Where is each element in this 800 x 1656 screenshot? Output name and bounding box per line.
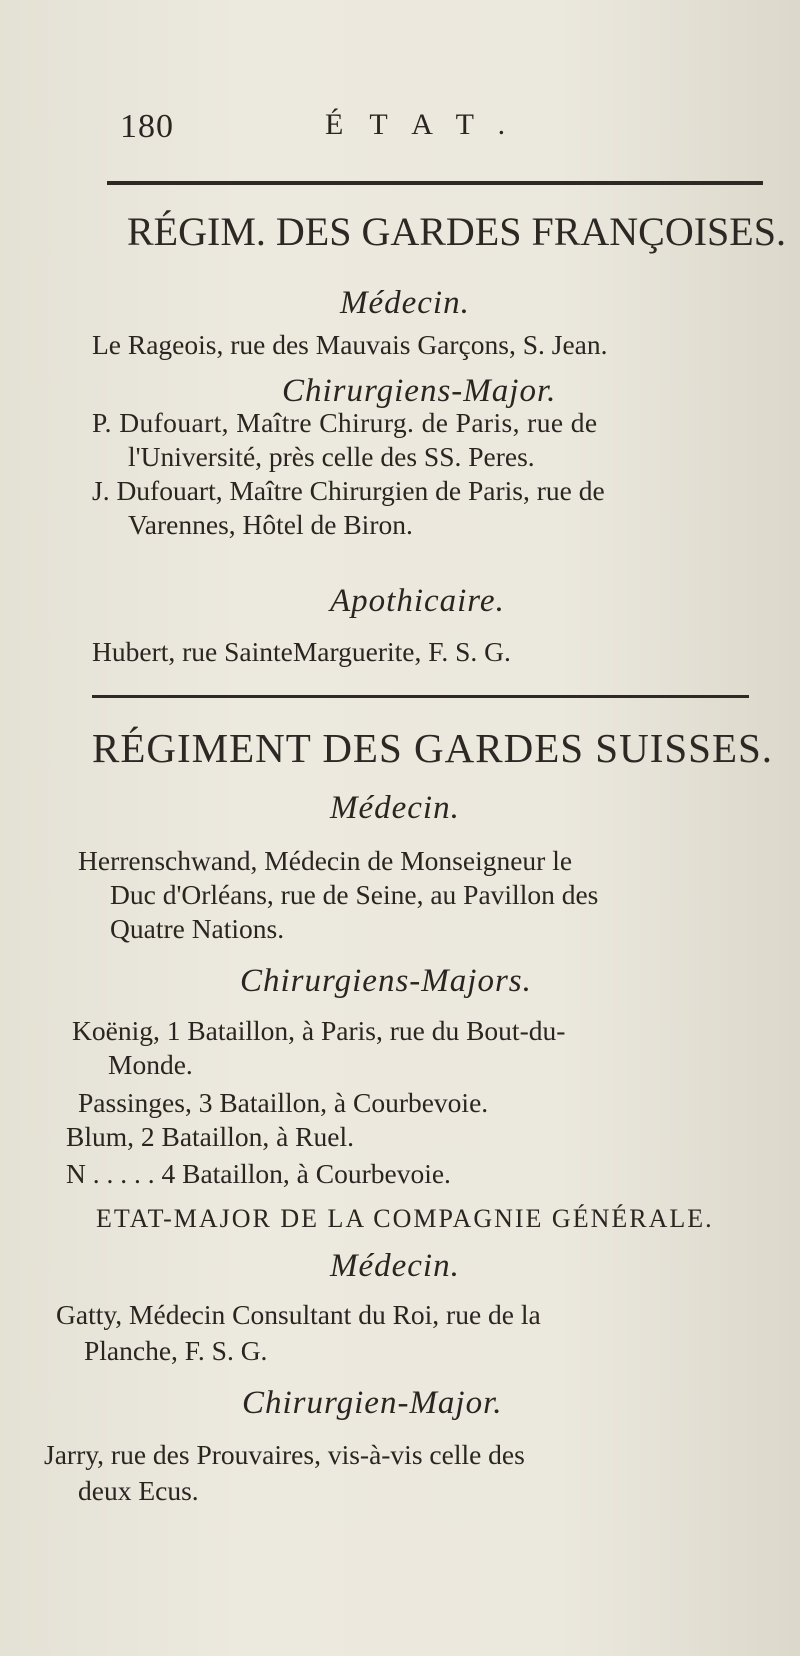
entry-line: l'Université, près celle des SS. Peres. xyxy=(128,441,535,472)
running-title: ÉTAT. xyxy=(325,108,532,141)
entry-line: Gatty, Médecin Consultant du Roi, rue de la xyxy=(56,1299,541,1330)
entry-line: Varennes, Hôtel de Biron. xyxy=(128,509,413,540)
etat-major-heading: ETAT-MAJOR DE LA COMPAGNIE GÉNÉRALE. xyxy=(96,1204,714,1233)
role-apothicaire: Apothicaire. xyxy=(330,583,505,619)
section-heading-gardes-suisses: RÉGIMENT DES GARDES SUISSES. xyxy=(92,725,774,771)
role-chirurgien-major: Chirurgien-Major. xyxy=(242,1385,503,1421)
section-rule xyxy=(92,695,749,698)
entry-line: Monde. xyxy=(108,1049,193,1080)
entry-line: Duc d'Orléans, rue de Seine, au Pavillon des xyxy=(110,879,599,910)
entry-line: Passinges, 3 Bataillon, à Courbevoie. xyxy=(78,1087,489,1118)
entry-line: Hubert, rue SainteMarguerite, F. S. G. xyxy=(92,636,511,667)
entry-line: Le Rageois, rue des Mauvais Garçons, S. Jean. xyxy=(92,329,608,360)
role-chirurgiens-majors: Chirurgiens-Majors. xyxy=(240,963,532,999)
role-medecin: Médecin. xyxy=(340,285,470,321)
entry-line: Blum, 2 Bataillon, à Ruel. xyxy=(66,1121,354,1152)
entry-line: J. Dufouart, Maître Chirurgien de Paris, rue de xyxy=(92,475,605,506)
entry-line: Koënig, 1 Bataillon, à Paris, rue du Bout-du- xyxy=(72,1015,566,1046)
role-chirurgiens-major: Chirurgiens-Major. xyxy=(282,373,557,409)
entry-line: Quatre Nations. xyxy=(110,913,285,944)
role-medecin: Médecin. xyxy=(330,790,460,826)
entry-line: Planche, F. S. G. xyxy=(84,1335,268,1366)
page-number: 180 xyxy=(120,108,174,145)
entry-line: Herrenschwand, Médecin de Monseigneur le xyxy=(78,845,573,876)
section-heading-gardes-francoises: RÉGIM. DES GARDES FRANÇOISES. xyxy=(127,209,786,254)
running-head xyxy=(120,100,580,150)
role-medecin: Médecin. xyxy=(330,1248,460,1284)
entry-line: N . . . . . 4 Bataillon, à Courbevoie. xyxy=(66,1158,451,1189)
entry-line: Jarry, rue des Prouvaires, vis-à-vis celle des xyxy=(44,1439,525,1470)
entry-line: deux Ecus. xyxy=(78,1475,199,1506)
entry-line: P. Dufouart, Maître Chirurg. de Paris, rue de xyxy=(92,407,598,438)
top-rule xyxy=(107,181,763,185)
